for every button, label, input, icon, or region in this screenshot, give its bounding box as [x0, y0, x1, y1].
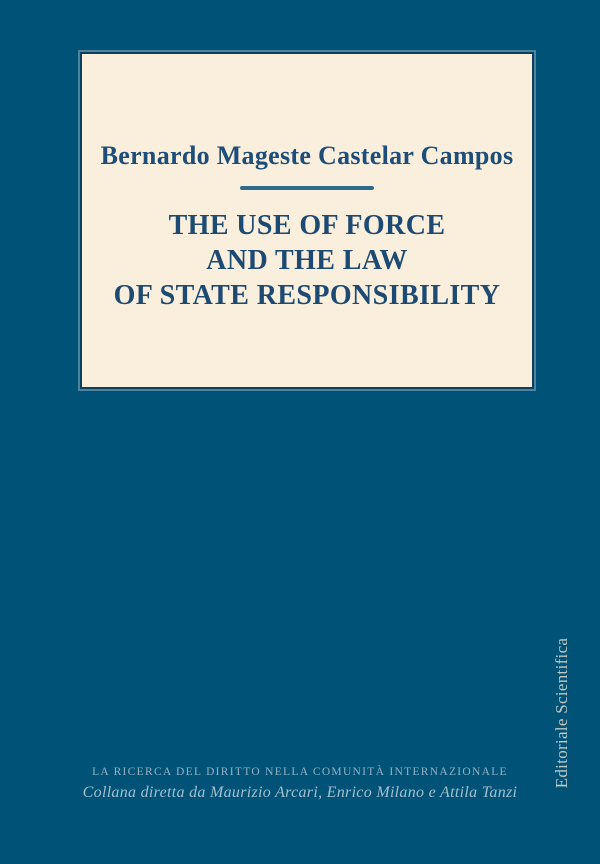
divider-rule	[240, 186, 374, 190]
author-name: Bernardo Mageste Castelar Campos	[100, 141, 514, 170]
publisher-name-vertical: Editoriale Scientifica	[552, 637, 571, 789]
series-editors: Collana diretta da Maurizio Arcari, Enrico Milano e Attila Tanzi	[82, 784, 518, 801]
book-title-line-1: THE USE OF FORCE	[168, 209, 446, 241]
book-title-line-2: AND THE LAW	[206, 244, 408, 276]
series-name: LA RICERCA DEL DIRITTO NELLA COMUNITÀ INTERNAZIONALE	[92, 766, 508, 778]
book-title-line-3: OF STATE RESPONSIBILITY	[113, 279, 501, 311]
title-panel	[80, 52, 534, 389]
book-title	[82, 208, 532, 313]
